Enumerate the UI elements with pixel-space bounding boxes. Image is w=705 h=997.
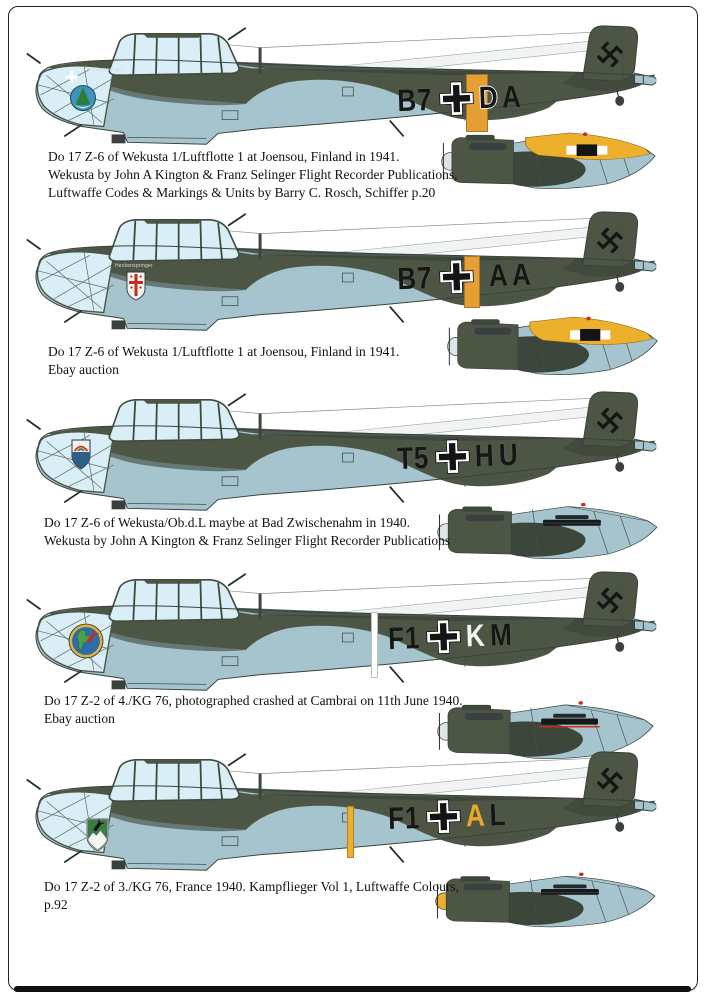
caption-row-3 xyxy=(44,514,464,550)
code-letter-2: L xyxy=(488,796,507,832)
caption-line: Ebay auction xyxy=(44,711,115,726)
code-prefix: T5 xyxy=(396,439,430,476)
caption-line: p.92 xyxy=(44,897,68,912)
caption-row-4 xyxy=(44,692,464,728)
caption-line: Do 17 Z-6 of Wekusta 1/Luftflotte 1 at Joensou, Finland in 1941. xyxy=(48,344,400,359)
page-bottom-bar xyxy=(14,986,691,992)
caption-line: Do 17 Z-6 of Wekusta 1/Luftflotte 1 at Joensou, Finland in 1941. xyxy=(48,149,400,164)
code-letter-2: M xyxy=(489,616,513,653)
nacelle-top-view-5 xyxy=(434,866,662,930)
balkenkreuz-icon xyxy=(435,438,471,476)
code-prefix: F1 xyxy=(387,799,421,836)
code-letter-2: A xyxy=(501,78,523,114)
aircraft-side-profile-4 xyxy=(18,564,663,712)
fuselage-band-white xyxy=(371,612,378,678)
fuselage-code-2 xyxy=(393,256,534,298)
caption-line: Wekusta by John A Kington & Franz Selinger Flight Recorder Publications xyxy=(44,533,451,548)
yellow-wing-panel xyxy=(530,317,652,345)
balkenkreuz-icon xyxy=(426,797,462,835)
balkenkreuz-icon xyxy=(426,618,462,656)
nacelle-top-view-3 xyxy=(436,496,664,562)
code-prefix: B7 xyxy=(396,259,433,296)
caption-line: Wekusta by John A Kington & Franz Selinger Flight Recorder Publications, xyxy=(48,167,458,182)
caption-line: Luftwaffe Codes & Markings & Units by Barry C. Rosch, Schiffer p.20 xyxy=(48,185,436,200)
britain-map-bomb-roundel-emblem-icon xyxy=(67,622,105,660)
code-letter-1: D xyxy=(477,79,499,115)
fuselage-code-3 xyxy=(393,436,520,477)
caption-row-1 xyxy=(48,148,468,202)
code-letter-1: K xyxy=(465,617,487,653)
caption-row-5 xyxy=(44,878,464,914)
fir-tree-disc-emblem-icon xyxy=(60,70,106,116)
code-letter-1: H xyxy=(474,437,496,473)
red-cross-shield-emblem-icon xyxy=(126,271,146,301)
caption-line: Do 17 Z-2 of 3./KG 76, France 1940. Kampflieger Vol 1, Luftwaffe Colours, xyxy=(44,879,460,894)
code-letter-1: A xyxy=(465,797,487,833)
code-letter-1: A xyxy=(487,256,509,293)
fuselage-band-yellow xyxy=(347,806,354,858)
caption-line: Do 17 Z-2 of 4./KG 76, photographed crashed at Cambrai on 11th June 1940. xyxy=(44,693,463,708)
fuselage-code-4 xyxy=(384,616,515,657)
fuselage-code-5 xyxy=(384,796,508,837)
rainbow-shield-emblem-icon xyxy=(71,439,91,470)
nacelle-top-view-1 xyxy=(440,124,662,192)
code-letter-2: U xyxy=(497,436,519,473)
fuselage-code-1 xyxy=(393,78,524,119)
caption-row-2 xyxy=(48,343,468,379)
code-prefix: F1 xyxy=(387,619,421,656)
nose-name-text: Heckenspringer xyxy=(86,67,124,73)
caption-line: Do 17 Z-6 of Wekusta/Ob.d.L maybe at Bad Zwischenahm in 1940. xyxy=(44,515,410,530)
balkenkreuz-icon xyxy=(438,79,474,117)
yellow-wing-panel xyxy=(525,132,650,159)
nose-name-text: Heckenspringer xyxy=(115,263,153,269)
nacelle-top-view-2 xyxy=(446,308,664,378)
balkenkreuz-icon xyxy=(438,258,474,296)
mountain-bomb-shield-emblem-icon xyxy=(86,818,109,852)
code-letter-2: A xyxy=(511,256,533,292)
code-prefix: B7 xyxy=(396,81,433,118)
caption-line: Ebay auction xyxy=(48,362,119,377)
